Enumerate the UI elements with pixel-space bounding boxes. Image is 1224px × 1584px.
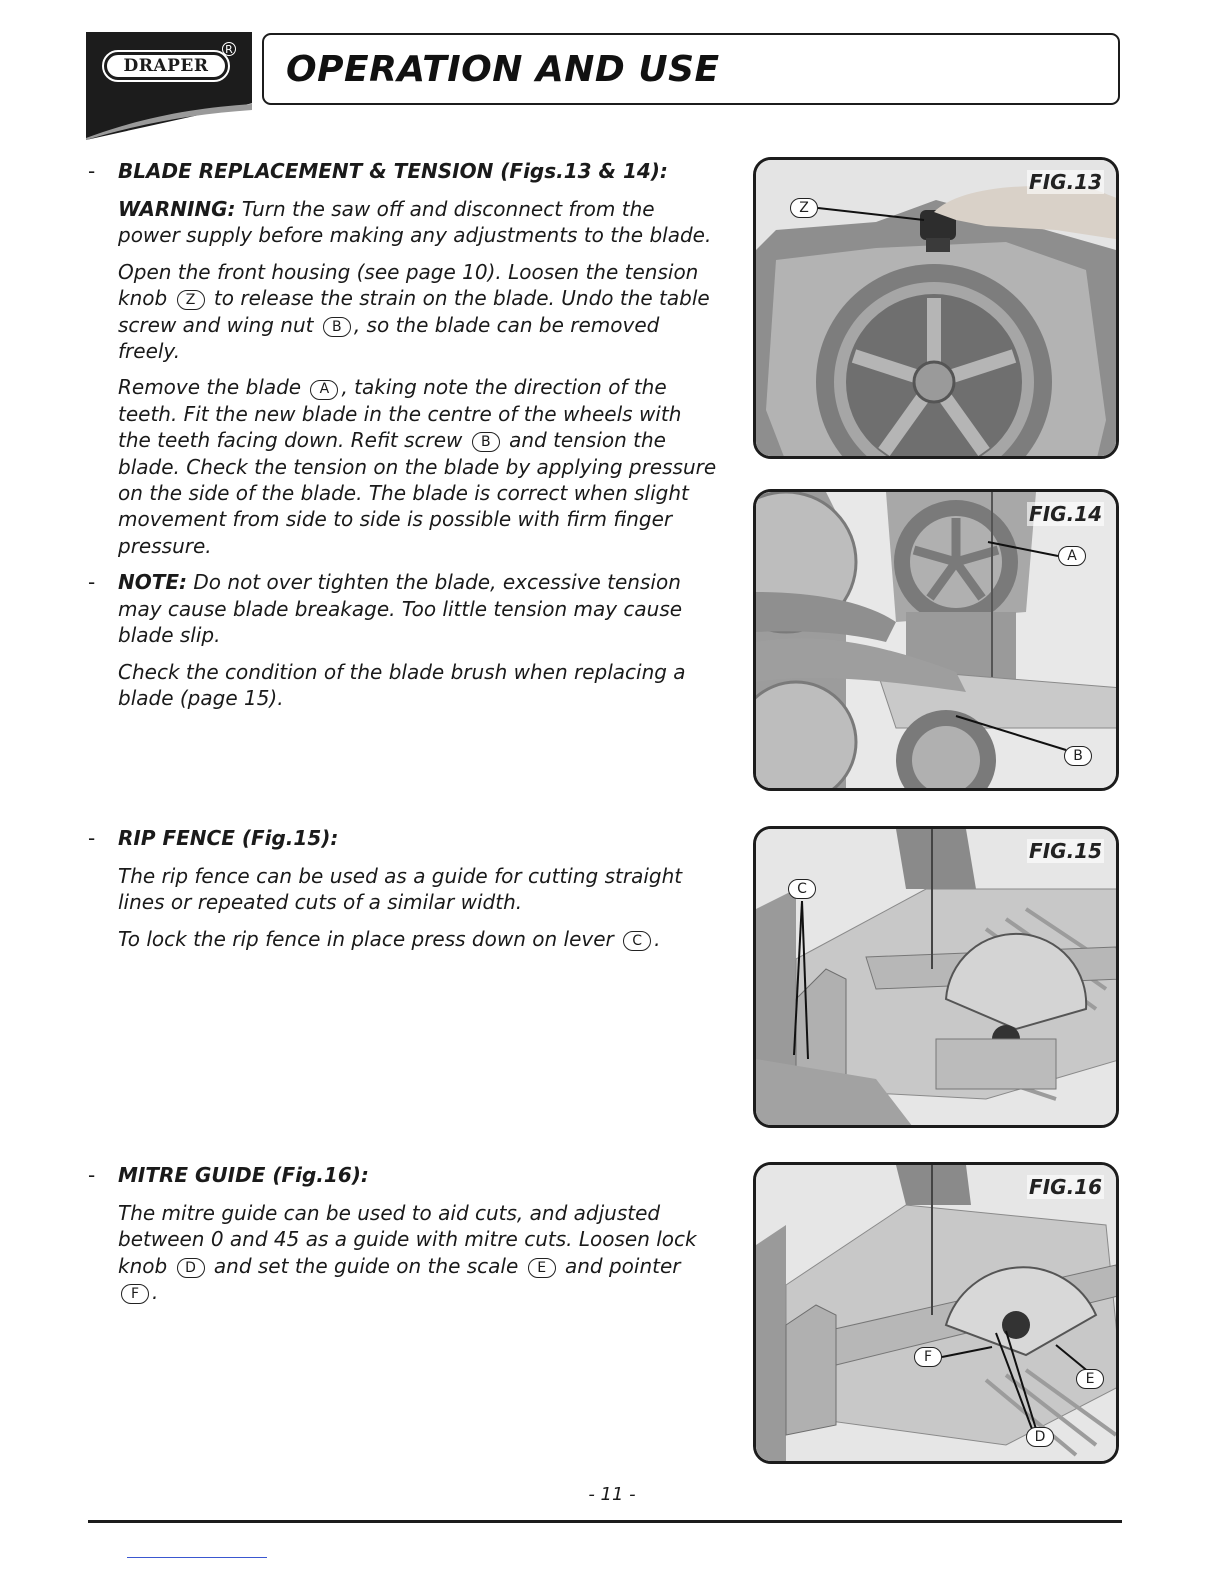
remove-blade-paragraph: Remove the blade A , taking note the direction of the teeth. Fit the new blade in the centre of the wheels with the teeth facing down. Refit screw B and tension the blade. Check the tension on the blade by applying pressure on the side of the blade. The blade is correct when slight movement from side to side is possible with firm finger pressure.: [118, 375, 717, 558]
figure-label: FIG.15: [1029, 839, 1102, 863]
callout-ref: F: [121, 1284, 149, 1304]
section-heading: - RIP FENCE (Fig.15):: [88, 826, 339, 850]
mitre-paragraph: The mitre guide can be used to aid cuts, and adjusted between 0 and 45 as a guide with mitre cuts. Loosen lock knob D and set the guide on the scale E and pointer F .: [118, 1201, 697, 1305]
callout-ref: B: [472, 432, 500, 452]
footer-link-underline: [127, 1557, 267, 1558]
figure-label: FIG.16: [1029, 1175, 1102, 1199]
footer-divider: [88, 1520, 1122, 1523]
callout-c: C: [788, 879, 816, 899]
section-blade-replacement: [88, 158, 720, 721]
callout-ref: B: [323, 317, 351, 337]
figure-14: [753, 489, 1119, 791]
callout-a: A: [1058, 546, 1086, 566]
page-title-box: [262, 33, 1120, 105]
section-mitre-guide: [88, 1162, 720, 1316]
callout-ref: A: [310, 380, 338, 400]
logo-swoosh: [86, 96, 252, 140]
note-paragraph: - NOTE: Do not over tighten the blade, excessive tension may cause blade breakage. Too little tension may cause blade slip.: [88, 570, 683, 648]
callout-d: D: [1026, 1427, 1054, 1447]
section-heading: - BLADE REPLACEMENT & TENSION (Figs.13 & 14):: [88, 159, 668, 183]
registered-mark: R: [222, 42, 236, 56]
warning-paragraph: WARNING: Turn the saw off and disconnect from the power supply before making any adjustments to the blade.: [118, 197, 712, 248]
figure-label: FIG.13: [1029, 170, 1102, 194]
figure-label: FIG.14: [1029, 502, 1102, 526]
callout-ref: D: [177, 1258, 205, 1278]
section-rip-fence: [88, 825, 720, 962]
fig14-illustration: [756, 492, 1119, 791]
figure-16: [753, 1162, 1119, 1464]
brush-paragraph: Check the condition of the blade brush when replacing a blade (page 15).: [118, 659, 686, 710]
callout-f: F: [914, 1347, 942, 1367]
fig15-illustration: [756, 829, 1119, 1128]
callout-b: B: [1064, 746, 1092, 766]
housing-paragraph: Open the front housing (see page 10). Loosen the tension knob Z to release the strain on the blade. Undo the table screw and wing nut B , so the blade can be removed freely.: [118, 259, 710, 364]
page-title: OPERATION AND USE: [286, 48, 720, 90]
callout-ref: E: [528, 1258, 556, 1278]
figure-13: [753, 157, 1119, 459]
callout-ref: Z: [177, 290, 205, 310]
figure-15: [753, 826, 1119, 1128]
page-number: - 11 -: [588, 1484, 636, 1505]
callout-ref: C: [623, 931, 651, 951]
rip-fence-paragraph: The rip fence can be used as a guide for cutting straight lines or repeated cuts of a similar width.: [118, 864, 683, 915]
section-heading: - MITRE GUIDE (Fig.16):: [88, 1163, 369, 1187]
draper-logo: DRAPER: [104, 52, 228, 80]
fig16-illustration: [756, 1165, 1119, 1464]
callout-z: Z: [790, 198, 818, 218]
rip-lock-paragraph: To lock the rip fence in place press down on lever C .: [118, 926, 661, 951]
callout-e: E: [1076, 1369, 1104, 1389]
